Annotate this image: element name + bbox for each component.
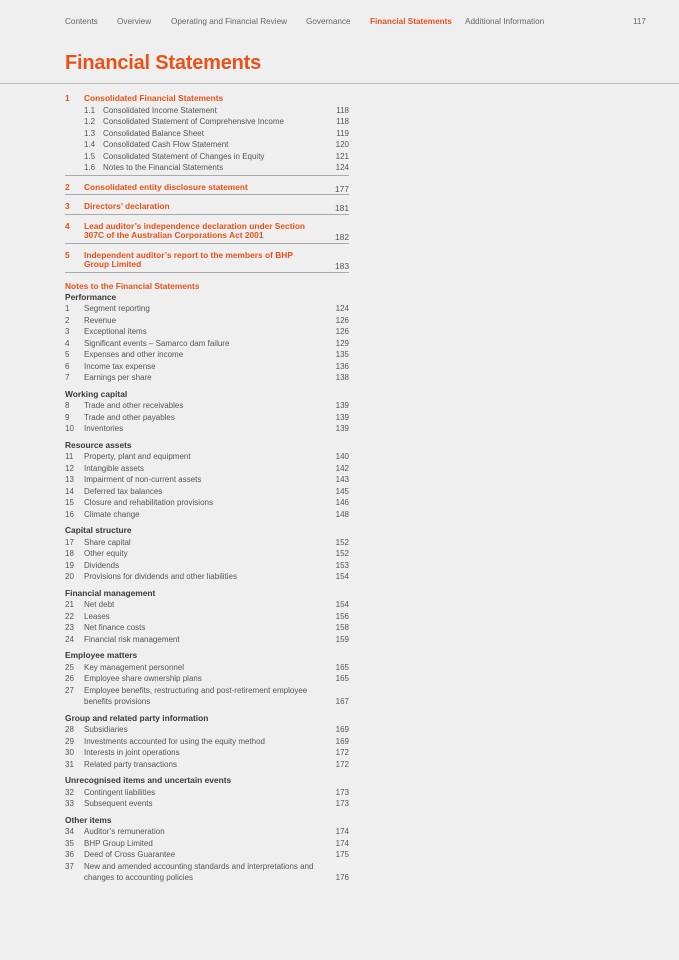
toc-note-item[interactable] [65, 315, 349, 327]
toc-note-item[interactable] [65, 634, 349, 646]
note-page: 167 [335, 697, 349, 706]
section-number: 2 [65, 181, 70, 192]
note-group-heading: Employee matters [65, 650, 138, 660]
note-label: Related party transactions [84, 759, 177, 769]
note-number: 10 [65, 424, 74, 433]
subitem-page: 118 [336, 105, 349, 115]
note-page: 129 [335, 338, 349, 348]
toc-note-item[interactable] [65, 303, 349, 315]
toc-note-item[interactable] [65, 611, 349, 623]
note-page: 139 [335, 412, 349, 422]
note-label: Income tax expense [84, 361, 156, 371]
note-group-heading: Other items [65, 814, 112, 825]
toc-note-item[interactable] [65, 838, 349, 850]
note-group [65, 588, 349, 646]
note-group [65, 650, 349, 708]
toc-note-item[interactable] [65, 451, 349, 463]
toc-note-item[interactable] [65, 571, 349, 583]
note-page: 148 [335, 509, 349, 519]
note-page: 156 [335, 611, 349, 621]
toc-subitem[interactable] [65, 128, 349, 140]
toc-section-4[interactable] [65, 222, 349, 244]
note-number: 27 [65, 685, 74, 695]
note-number: 25 [65, 662, 74, 672]
note-group [65, 292, 349, 384]
notes-heading: Notes to the Financial Statements [65, 280, 200, 291]
note-number: 8 [65, 401, 70, 410]
section-label: Lead auditor’s independence declaration under Section 307C of the Australian Corporations Act 2001 [84, 220, 306, 240]
note-page: 139 [335, 424, 349, 433]
note-page: 138 [335, 373, 349, 382]
nav-governance[interactable]: Governance [306, 17, 351, 26]
note-label: BHP Group Limited [84, 838, 153, 848]
nav-overview[interactable]: Overview [117, 17, 152, 26]
note-label: Deferred tax balances [84, 486, 163, 496]
subitem-label: Notes to the Financial Statements [103, 163, 224, 172]
toc-note-item[interactable] [65, 349, 349, 361]
toc-note-item[interactable] [65, 747, 349, 759]
toc-note-item[interactable] [65, 622, 349, 634]
note-label: Provisions for dividends and other liabilities [84, 572, 237, 581]
note-number: 29 [65, 736, 74, 746]
note-group [65, 389, 349, 435]
section-label: Independent auditor’s report to the members of BHP Group Limited [84, 249, 293, 269]
note-label: Contingent liabilities [84, 787, 156, 797]
subitem-label: Consolidated Statement of Comprehensive Income [103, 117, 284, 126]
note-group-heading: Performance [65, 291, 117, 302]
note-group [65, 525, 349, 583]
note-group-heading: Unrecognised items and uncertain events [65, 775, 232, 785]
nav-additional-information[interactable]: Additional Information [465, 17, 545, 26]
note-page: 152 [335, 537, 349, 547]
note-label: Investments accounted for using the equity method [84, 736, 265, 746]
note-page: 145 [335, 486, 349, 496]
subitem-page: 121 [335, 151, 349, 161]
title-divider [0, 83, 679, 84]
subitem-number: 1.5 [84, 151, 96, 161]
subitem-number: 1.3 [84, 128, 96, 138]
toc-note-item[interactable] [65, 497, 349, 509]
section-label: Directors’ declaration [84, 201, 170, 211]
note-label: Net finance costs [84, 623, 146, 632]
subitem-number: 1.6 [84, 163, 96, 172]
note-label: Financial risk management [84, 634, 180, 644]
section-1-subitems [65, 105, 349, 176]
note-label: Leases [84, 611, 110, 621]
toc-note-item[interactable] [65, 326, 349, 338]
note-label: Closure and rehabilitation provisions [84, 498, 213, 507]
note-page: 126 [335, 315, 349, 325]
note-group-heading: Financial management [65, 587, 156, 598]
subitem-page: 119 [336, 128, 349, 138]
nav-contents[interactable]: Contents [65, 17, 98, 26]
subitem-page: 124 [335, 163, 349, 172]
toc-note-item[interactable] [65, 724, 349, 736]
note-number: 2 [65, 315, 70, 325]
note-number: 7 [65, 373, 70, 382]
toc-note-item[interactable] [65, 849, 349, 861]
toc-note-item[interactable] [65, 412, 349, 424]
toc-note-item[interactable] [65, 372, 349, 384]
note-page: 165 [335, 674, 349, 683]
note-group-heading: Working capital [65, 388, 128, 399]
note-page: 154 [335, 572, 349, 581]
toc-subitem[interactable] [65, 139, 349, 151]
note-label: Interests in joint operations [84, 748, 180, 757]
subitem-page: 118 [336, 117, 349, 126]
toc-note-item[interactable] [65, 599, 349, 611]
subitem-label: Consolidated Balance Sheet [103, 128, 204, 138]
toc-note-item[interactable] [65, 509, 349, 521]
note-page: 172 [335, 748, 349, 757]
note-label: Other equity [84, 549, 128, 558]
note-page: 169 [335, 725, 349, 734]
note-page: 154 [335, 600, 349, 609]
note-page: 142 [335, 463, 349, 473]
toc-note-item[interactable] [65, 361, 349, 373]
note-page: 176 [335, 873, 349, 882]
note-group-heading: Capital structure [65, 525, 132, 535]
section-label: Consolidated entity disclosure statement [84, 181, 248, 192]
toc-note-item[interactable] [65, 685, 349, 708]
toc-section-2[interactable] [65, 183, 349, 196]
note-page: 153 [335, 560, 349, 570]
note-group [65, 775, 349, 810]
note-label: Earnings per share [84, 373, 152, 382]
toc-note-item[interactable] [65, 400, 349, 412]
note-page: 169 [335, 736, 349, 746]
subitem-number: 1.4 [84, 140, 96, 149]
section-label: Consolidated Financial Statements [84, 93, 224, 103]
note-number: 28 [65, 725, 74, 734]
subitem-number: 1.2 [84, 117, 96, 126]
note-label: Employee benefits, restructuring and post-retirement employee benefits provisions [84, 685, 308, 706]
section-number: 3 [65, 201, 70, 211]
note-groups [65, 292, 349, 884]
note-label: Share capital [84, 537, 131, 547]
table-of-contents [65, 94, 349, 889]
note-page: 174 [335, 827, 349, 836]
note-page: 159 [335, 634, 349, 644]
toc-note-item[interactable] [65, 798, 349, 810]
note-label: Trade and other receivables [84, 401, 184, 410]
note-number: 4 [65, 338, 70, 348]
toc-section-3[interactable] [65, 202, 349, 215]
note-label: Exceptional items [84, 327, 147, 336]
note-number: 12 [65, 463, 74, 473]
note-page: 174 [335, 838, 349, 848]
note-label: Segment reporting [84, 304, 150, 313]
note-number: 20 [65, 572, 74, 581]
note-number: 5 [65, 350, 70, 359]
note-page: 146 [335, 498, 349, 507]
subitem-label: Consolidated Cash Flow Statement [103, 140, 229, 149]
note-number: 21 [65, 600, 74, 609]
note-number: 26 [65, 674, 74, 683]
note-label: Deed of Cross Guarantee [84, 850, 176, 859]
note-number: 24 [65, 634, 74, 644]
section-number: 5 [65, 249, 70, 260]
note-number: 34 [65, 827, 74, 836]
toc-note-item[interactable] [65, 662, 349, 674]
note-number: 16 [65, 509, 74, 519]
section-page: 181 [335, 203, 349, 213]
nav-financial-statements[interactable]: Financial Statements [370, 17, 452, 26]
note-label: Revenue [84, 315, 117, 325]
toc-subitem[interactable] [65, 162, 349, 174]
note-group [65, 440, 349, 521]
section-page: 183 [335, 261, 349, 271]
note-page: 135 [335, 350, 349, 359]
toc-subitem[interactable] [65, 116, 349, 128]
section-page: 182 [335, 232, 349, 242]
toc-note-item[interactable] [65, 474, 349, 486]
section-number: 1 [65, 93, 70, 103]
nav-ofr[interactable]: Operating and Financial Review [171, 17, 288, 26]
toc-note-item[interactable] [65, 673, 349, 685]
note-page: 126 [335, 327, 349, 336]
note-label: Intangible assets [84, 463, 145, 473]
note-page: 158 [335, 623, 349, 632]
note-number: 23 [65, 623, 74, 632]
subitem-label: Consolidated Statement of Changes in Equity [103, 151, 265, 161]
toc-note-item[interactable] [65, 861, 349, 884]
toc-note-item[interactable] [65, 548, 349, 560]
note-number: 19 [65, 560, 74, 570]
page-title: Financial Statements [65, 52, 262, 74]
note-number: 6 [65, 361, 70, 371]
note-label: New and amended accounting standards and interpretations and changes to accounting policies [84, 861, 314, 882]
note-number: 32 [65, 787, 74, 797]
toc-subitem[interactable] [65, 151, 349, 163]
note-page: 175 [335, 850, 349, 859]
note-group-heading: Resource assets [65, 439, 132, 450]
note-label: Auditor’s remuneration [84, 827, 165, 836]
note-number: 9 [65, 412, 70, 422]
note-page: 124 [335, 304, 349, 313]
note-number: 22 [65, 611, 74, 621]
note-number: 36 [65, 850, 74, 859]
toc-note-item[interactable] [65, 486, 349, 498]
page-number: 117 [632, 17, 646, 26]
note-page: 139 [335, 401, 349, 410]
note-number: 17 [65, 537, 74, 547]
toc-note-item[interactable] [65, 759, 349, 771]
note-label: Impairment of non-current assets [84, 475, 202, 484]
toc-note-item[interactable] [65, 560, 349, 572]
toc-subitem[interactable] [65, 105, 349, 117]
note-label: Subsidiaries [84, 725, 128, 734]
toc-note-item[interactable] [65, 826, 349, 838]
section-page: 177 [335, 183, 349, 194]
toc-note-item[interactable] [65, 338, 349, 350]
toc-note-item[interactable] [65, 787, 349, 799]
note-page: 173 [335, 787, 349, 797]
note-number: 37 [65, 861, 74, 871]
toc-note-item[interactable] [65, 423, 349, 435]
toc-note-item[interactable] [65, 463, 349, 475]
note-label: Key management personnel [84, 662, 185, 672]
subitem-number: 1.1 [84, 105, 96, 115]
note-label: Dividends [84, 560, 120, 570]
note-label: Subsequent events [84, 799, 153, 808]
note-number: 15 [65, 498, 74, 507]
note-page: 172 [335, 759, 349, 769]
toc-section-5[interactable] [65, 251, 349, 273]
note-label: Significant events – Samarco dam failure [84, 338, 230, 348]
note-group [65, 815, 349, 884]
note-label: Employee share ownership plans [84, 674, 202, 683]
note-label: Climate change [84, 509, 140, 519]
note-label: Property, plant and equipment [84, 452, 191, 461]
note-label: Net debt [84, 600, 115, 609]
section-number: 4 [65, 220, 70, 231]
note-label: Inventories [84, 424, 124, 433]
subitem-label: Consolidated Income Statement [103, 105, 217, 115]
toc-note-item[interactable] [65, 537, 349, 549]
top-navigation [65, 17, 646, 29]
note-page: 143 [335, 475, 349, 484]
subitem-page: 120 [335, 140, 349, 149]
note-number: 18 [65, 549, 74, 558]
note-number: 14 [65, 486, 74, 496]
note-number: 30 [65, 748, 74, 757]
note-label: Trade and other payables [84, 412, 175, 422]
note-label: Expenses and other income [84, 350, 184, 359]
note-number: 3 [65, 327, 70, 336]
note-page: 136 [335, 361, 349, 371]
toc-section-1[interactable] [65, 94, 349, 104]
toc-note-item[interactable] [65, 736, 349, 748]
note-page: 140 [335, 452, 349, 461]
note-number: 33 [65, 799, 74, 808]
note-page: 152 [335, 549, 349, 558]
note-group-heading: Group and related party information [65, 712, 209, 723]
note-number: 35 [65, 838, 74, 848]
note-group [65, 713, 349, 771]
note-page: 173 [335, 799, 349, 808]
note-number: 1 [65, 304, 70, 313]
note-number: 13 [65, 475, 74, 484]
note-page: 165 [335, 662, 349, 672]
note-number: 31 [65, 759, 74, 769]
note-number: 11 [65, 452, 74, 461]
